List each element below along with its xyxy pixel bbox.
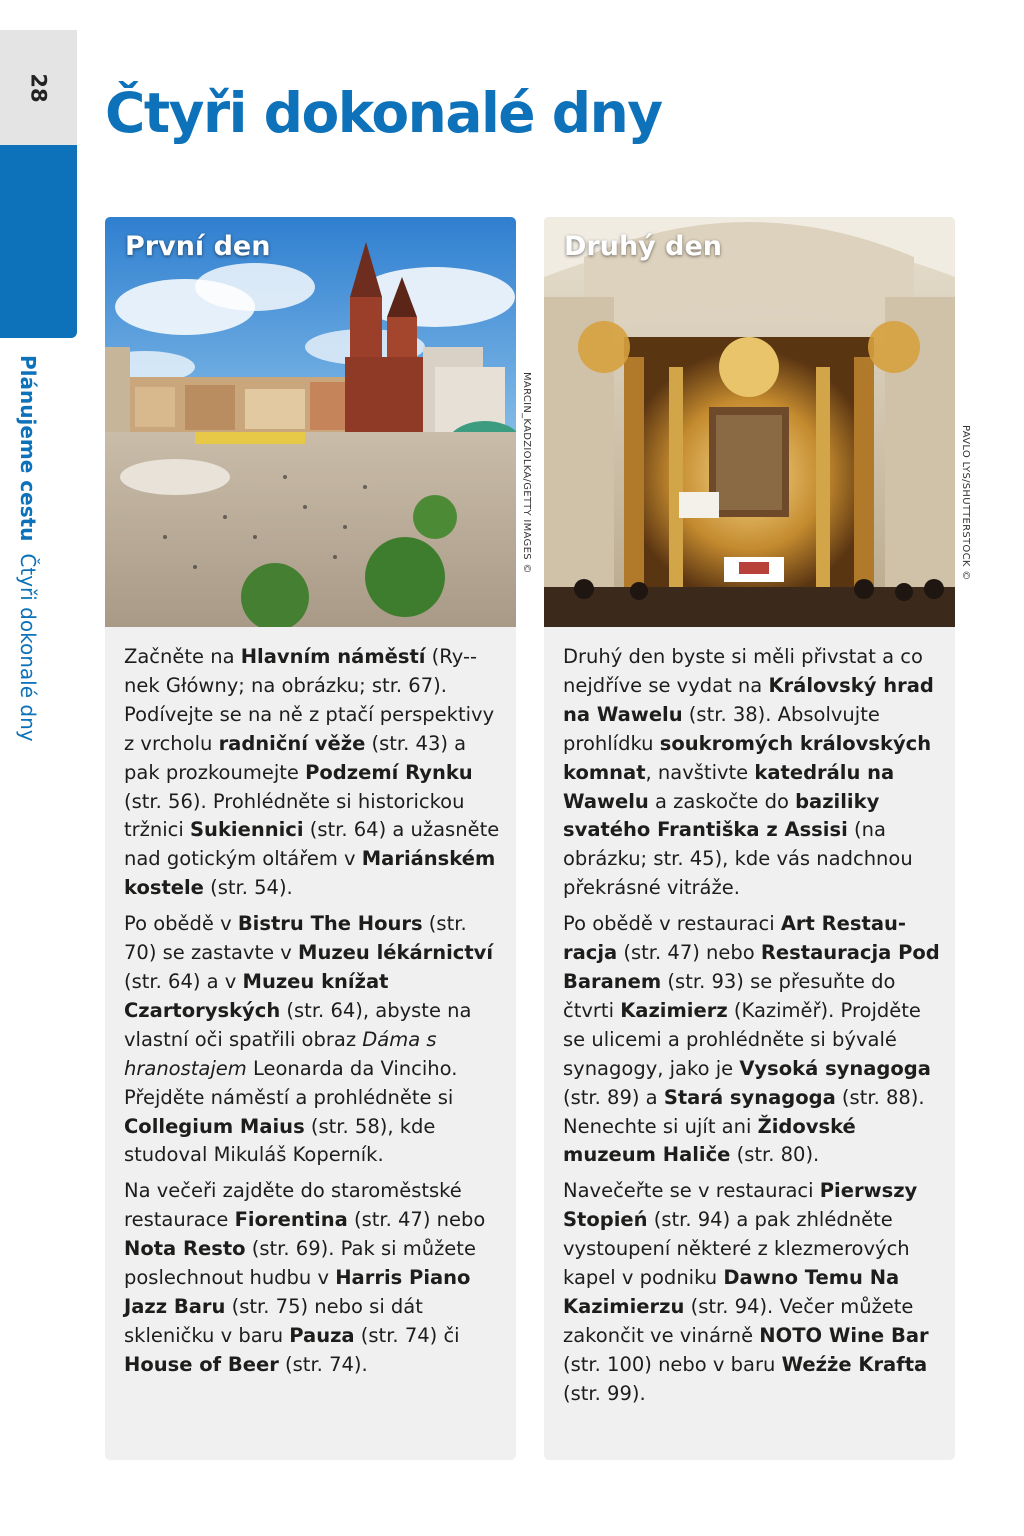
text-run: (na obrázku; str. 45), kde vás nadchnou překrásné vitráže. [563, 818, 913, 900]
highlight-place: Collegium Maius [124, 1114, 305, 1138]
running-header [16, 355, 40, 742]
highlight-place: baziliky svatého Františka z Assisi [563, 789, 880, 842]
highlight-place: Mariánském kostele [124, 847, 496, 900]
text-run: Na večeři zajděte do staroměstské restaurace [124, 1179, 462, 1232]
text-run: Po obědě v [124, 912, 238, 936]
paragraph [563, 1177, 941, 1408]
text-run: (str. 54). [203, 876, 293, 900]
paragraph [563, 910, 941, 1170]
photo-basilica-interior [544, 217, 955, 627]
text-run: (str. 58), kde studoval Mikuláš Koperník. [124, 1114, 436, 1167]
highlight-place: soukromých královských komnat [563, 731, 932, 784]
text-run: (str. 93) se přesuňte do čtvrti [563, 969, 896, 1022]
highlight-place: Bistru The Hours [237, 912, 423, 936]
text-run: (str. 64) a v [124, 969, 243, 993]
paragraph [124, 910, 502, 1170]
day-card-2 [544, 217, 955, 1460]
highlight-place: Dawno Temu Na Kazimierzu [563, 1266, 900, 1318]
highlight-place: Sukiennici [190, 818, 304, 842]
highlight-place: Muzeu knížat Czartoryských [124, 969, 389, 1022]
highlight-place: House of Beer [124, 1352, 279, 1376]
photo-credit-text: PAVLO LYS/SHUTTERSTOCK © [960, 425, 971, 581]
page-number [0, 30, 77, 145]
paragraph [563, 643, 941, 903]
paragraph [124, 643, 502, 903]
photo-main-square [105, 217, 516, 627]
text-run: Leonarda da Vinciho. Přejděte náměstí a prohlédněte si [124, 1056, 458, 1109]
text-run: , navštivte [645, 760, 755, 784]
text-run: (Kaziměř). Projděte se ulicemi a prohlédněte si bývalé synagogy, jako je [563, 998, 921, 1080]
text-run: (str. 69). Pak si můžete poslechnout hudbu v [124, 1237, 476, 1290]
text-run: (str. 56). Prohlédněte si historickou tržnici [124, 789, 465, 842]
text-run: a zaskočte do [648, 789, 796, 813]
highlight-place: Hlavním náměstí [240, 645, 426, 668]
highlight-place: Vysoká synagoga [739, 1056, 931, 1080]
highlight-place: Fiorentina [234, 1208, 348, 1232]
highlight-place: Weźże Krafta [781, 1352, 928, 1376]
text-run: (str. 47) nebo [347, 1208, 486, 1232]
highlight-place: Nota Resto [124, 1237, 246, 1261]
text-run: Po obědě v restauraci [563, 912, 781, 936]
text-run: (str. 74) či [354, 1323, 460, 1347]
photo-basilica-image [544, 217, 955, 627]
day-title: První den [125, 231, 271, 262]
text-run: Druhý den byste si měli přivstat a co nejdříve se vydat na [563, 645, 923, 697]
highlight-place: Královský hrad na Wawelu [563, 673, 934, 726]
highlight-place: Harris Piano Jazz Baru [124, 1266, 471, 1318]
highlight-place: NOTO Wine Bar [759, 1323, 929, 1347]
text-run: (str. 47) nebo [617, 941, 761, 965]
highlight-place: Muzeu lékárnictví [298, 941, 494, 965]
text-run: (str. 94) a pak zhlédněte vystoupení některé z klezmerových kapel v podniku [563, 1208, 910, 1290]
highlight-place: Restauracja Pod Baranem [563, 941, 940, 993]
text-run: (str. 64), abyste na vlastní oči spatřili obraz [124, 998, 472, 1051]
text-run: (str. 43) a pak prozkoumejte [124, 731, 467, 784]
highlight-place: Stará synagoga [663, 1085, 836, 1109]
photo-credit-text: MARCIN_KADZIOLKA/GETTY IMAGES © [521, 372, 532, 574]
day-card-1 [105, 217, 516, 1460]
photo-credit [518, 372, 532, 602]
day-text [544, 627, 955, 1409]
running-section: Plánujeme cestu [16, 355, 40, 542]
text-run: (str. 64) a užasněte nad gotickým oltářem v [124, 818, 500, 871]
section-color-tab [0, 145, 77, 338]
text-run: (str. 94). Večer můžete zakončit ve vinárně [563, 1294, 914, 1347]
highlight-place: radniční věže [218, 731, 366, 755]
text-run: (str. 38). Absolvujte prohlídku [563, 702, 880, 755]
photo-credit [957, 425, 971, 655]
highlight-place: Kazimierz [620, 998, 728, 1022]
text-run: Navečeřte se v restauraci [563, 1179, 820, 1203]
highlight-place: Pierwszy Stopień [563, 1179, 918, 1232]
highlight-place: Art Restauracja [563, 912, 906, 965]
page-number-text: 28 [26, 72, 51, 103]
text-run: (str. 74). [278, 1352, 368, 1376]
day-title: Druhý den [564, 231, 723, 262]
text-run: (str. 89) a [563, 1085, 664, 1109]
highlight-place: Pauza [289, 1323, 355, 1347]
text-run: (str. 80). [730, 1143, 820, 1167]
text-run: (str. 100) nebo v baru [563, 1352, 782, 1376]
day-text [105, 627, 516, 1380]
text-run: Začněte na [124, 645, 241, 668]
page-title: Čtyři dokonalé dny [105, 81, 662, 145]
highlight-place: Podzemí Rynku [305, 760, 473, 784]
text-run: (Ry-nek Główny; na obrázku; str. 67). Podívejte se na ně z ptačí perspektivy z vrcholu [124, 645, 495, 755]
text-run: (str. 88). Nenechte si ujít ani [563, 1085, 925, 1138]
text-run: (str. 70) se zastavte v [124, 912, 467, 965]
paragraph [124, 1177, 502, 1379]
text-run: (str. 99). [563, 1381, 646, 1405]
highlight-place: Židovské muzeum Haliče [563, 1114, 856, 1167]
text-run: (str. 75) nebo si dát skleničku v baru [124, 1294, 423, 1347]
highlight-place: katedrálu na Wawelu [563, 760, 895, 813]
artwork-title: Dáma s hranostajem [124, 1027, 437, 1080]
photo-main-square-image [105, 217, 516, 627]
running-title: Čtyři dokonalé dny [16, 553, 40, 742]
